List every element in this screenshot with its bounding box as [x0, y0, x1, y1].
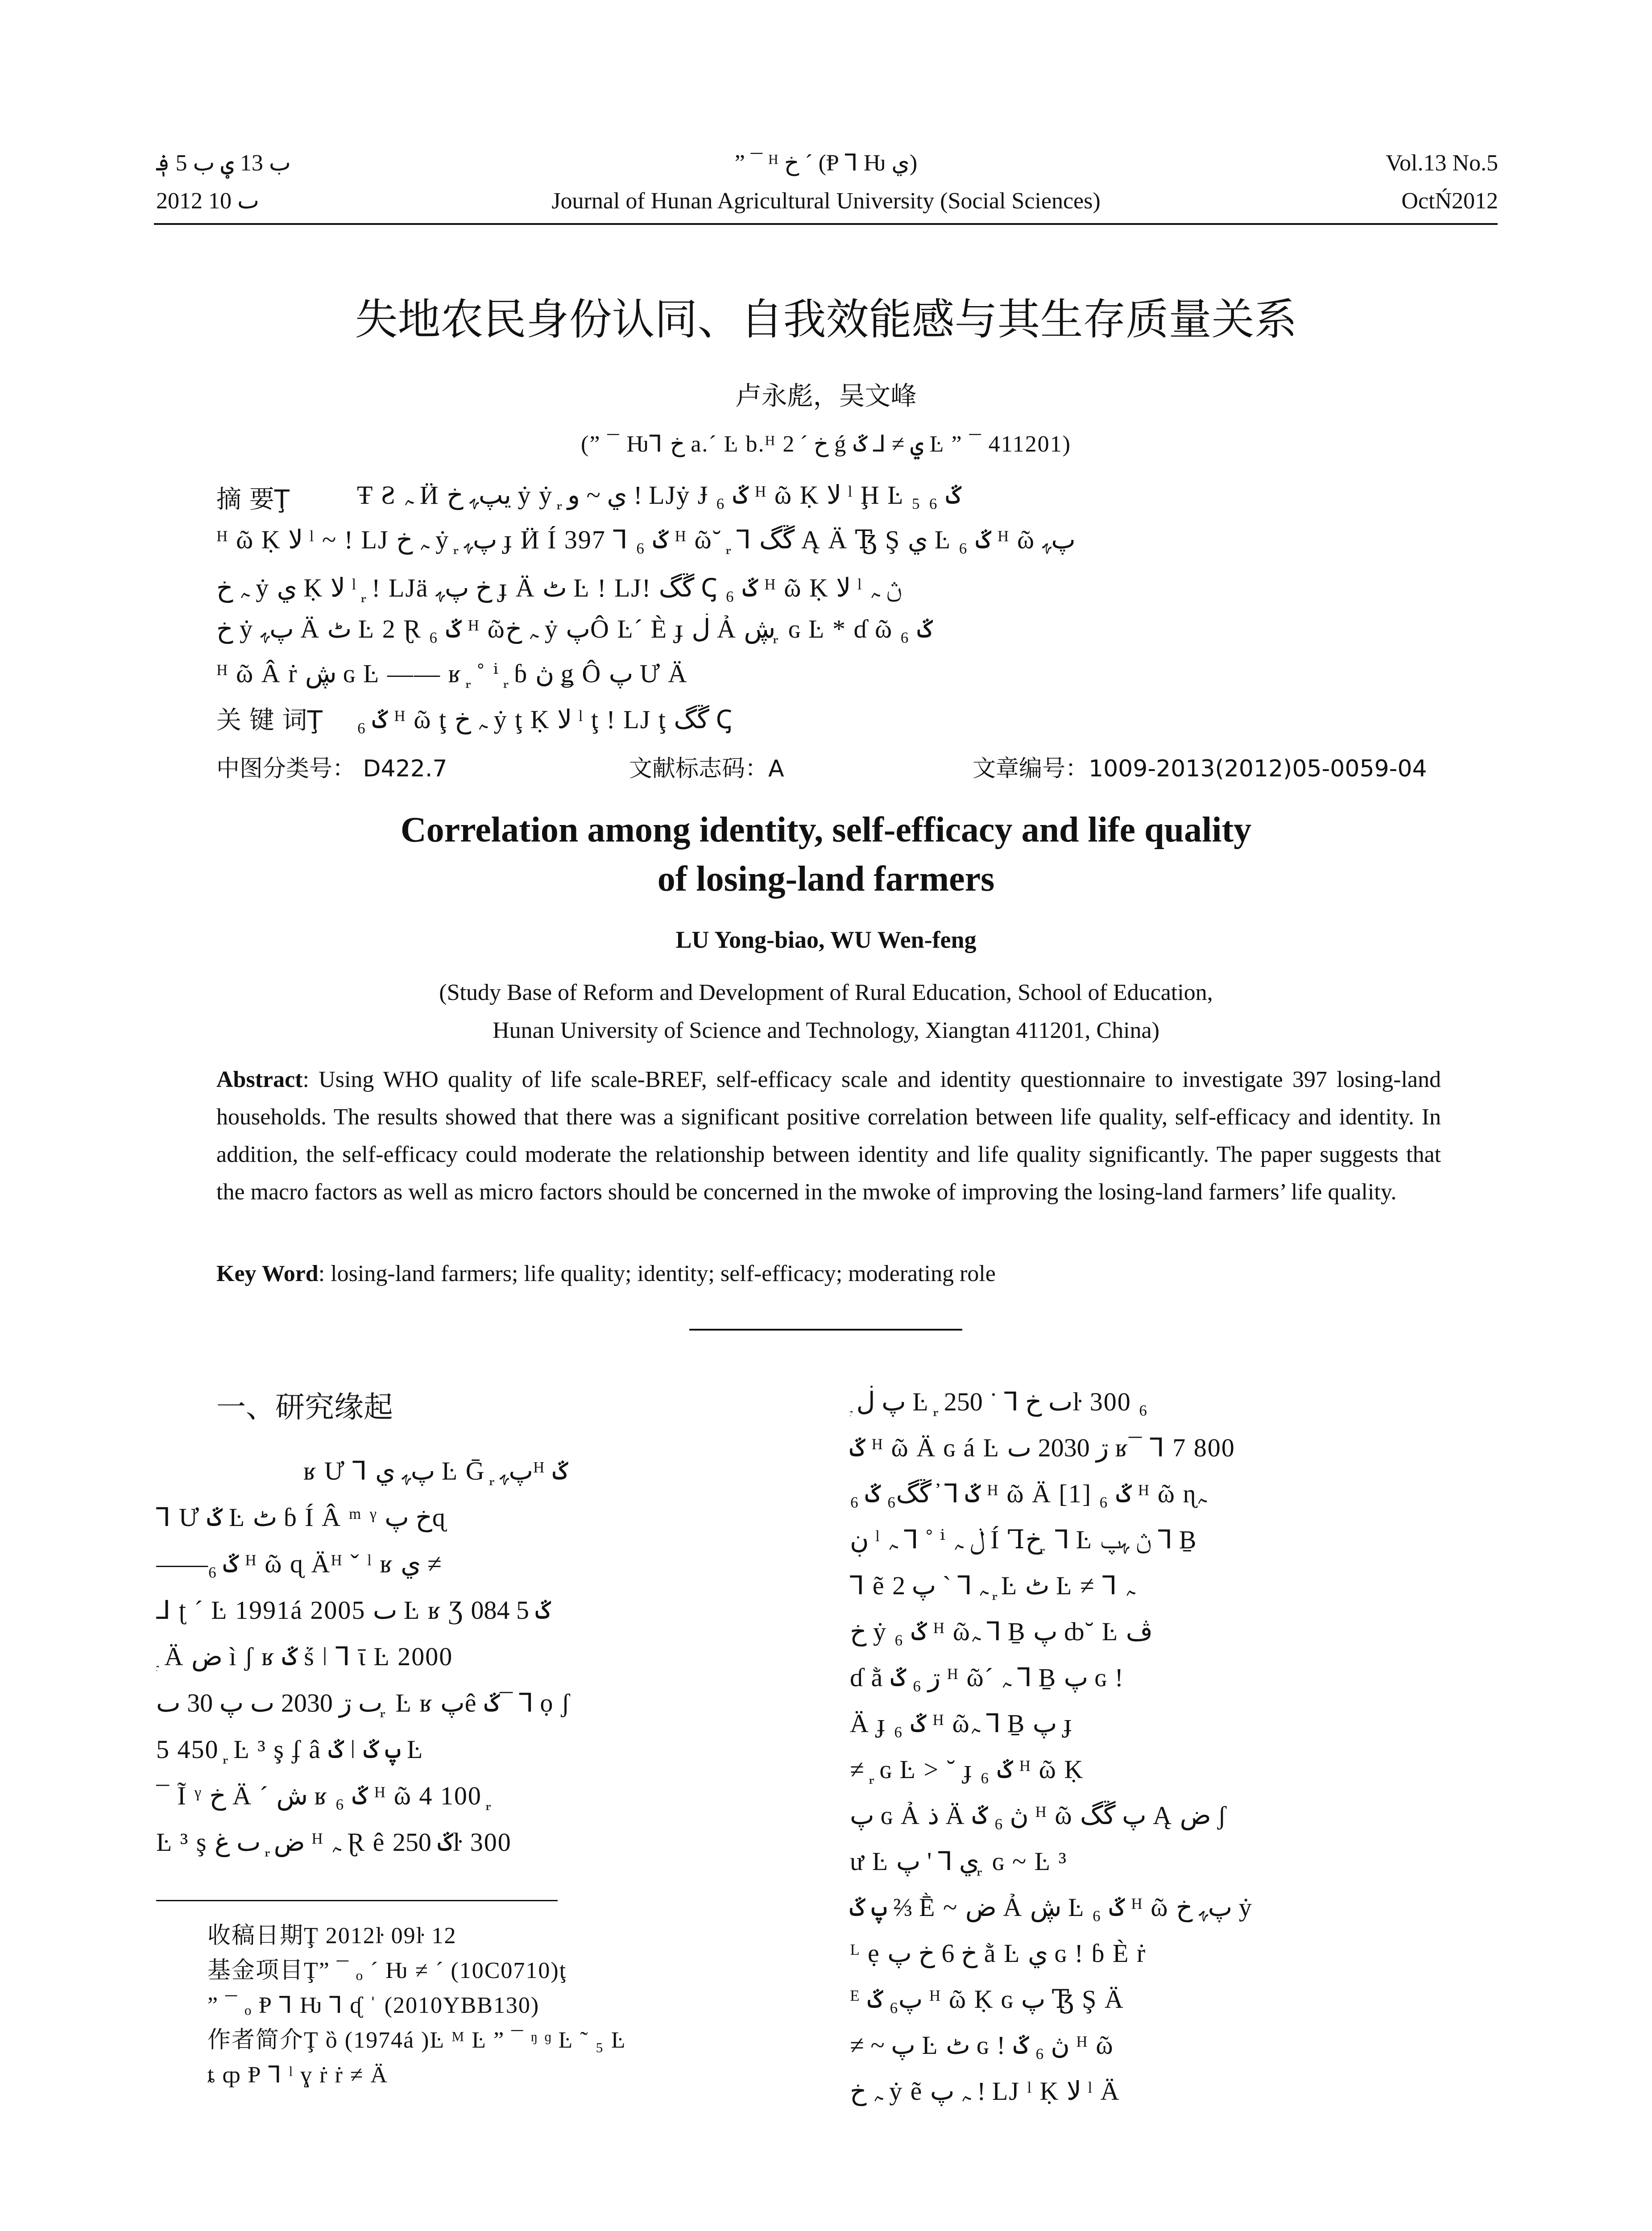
footnote-fund-1: 基金项目Ţ” ¯ ₒ ´ Ƕ ≠ ´ (10C0710)ţ — [207, 1958, 567, 1983]
body-line: ᴸ ẹ خ 6 خ پ ằ Ŀ ي ɢ ! ɓ È ṙ — [850, 1939, 1147, 1968]
body-line: Ä ɟ ₆ ػ ᴴ ῶﮧ ⅂ Ḇ پ ɟ — [850, 1709, 1073, 1738]
journal-name-cn: ” ¯ ᴴ خ ´ (Ᵽ ⅂ Ƕ ي) — [734, 150, 918, 176]
body-line: ᴱ پ₆ ػ ᴴ ῶ Ḳ ɢ پ Ꜩ Ş Ä — [850, 1985, 1124, 2014]
affiliation-en-line-1: (Study Base of Reform and Development of Rural Education, School of Education, — [439, 980, 1213, 1005]
body-line: Ŀ ³ ş ض ᷊ ٮ غ ᴴ ﮧ Ɽ ê ػ 250ŀ 300 — [156, 1828, 512, 1857]
abstract-cn-line-2: ᴴ ῶ Ḳ ﻻ ˡ ~ ! LJ ﮧ خ ẏ ᷊ پﮩ ɟ Ӥ Í 397 ⅂ ₆ ػ ᴴ ῶ˘ ᷊ ⅂ ڱگ Ą Ä Ꜩ Ş ي Ŀ ₆ ػ ᴴ ῶ پﮩ — [216, 525, 1076, 554]
abstract-cn-line-5: ᴴ ῶ Â ṙ ڜ ɢ Ŀ —— ʁ ᷊ ˚ ⁱ ᷊ ɓ ڽ ǥ Ô پ Ư Ä — [216, 659, 688, 688]
body-line: ¯ Ĩ ᵞ خ Ä ´ ش ʁ ₆ ػ ᴴ ῶ 4 100 ᷊ — [156, 1781, 489, 1810]
body-line: ᷊ Ä ض ì ʃ ʁ ػ ṥ ǀ ⅂ ῑ Ŀ 2000 — [156, 1642, 453, 1671]
title-cn: 失地农民身份认同、自我效能感与其生存质量关系 — [355, 294, 1297, 344]
header-rule — [154, 223, 1498, 225]
keywords-cn-text: ₆ ػ ᴴ ῶ ţ ﮧ خ ẏ ţ Ḳ ﻻ ˡ ţ ! LJ ţ ڱگ Ꞔ — [357, 705, 733, 734]
journal-name-en: Journal of Hunan Agricultural University (Social Sciences) — [551, 188, 1101, 214]
section-heading: 一、研究缘起 — [216, 1390, 393, 1424]
footnote-fund-2: ” ¯ ₒ Ᵽ ⅂ Ƕ ⅂ ᶑ ˈ (2010YBB130) — [207, 1993, 540, 2018]
keywords-en — [216, 1261, 996, 1287]
keywords-en-label: Key Word — [216, 1261, 319, 1286]
journal-date: OctŃ2012 — [1401, 188, 1498, 214]
affiliation-cn: (” ¯ Ƕ⅂ خ a.´ Ŀ b.ᴴ خ ´ 2 ǵ ي ≠ ⅃ ػ Ŀ ” ¯ 411201) — [581, 431, 1071, 457]
authors-en: LU Yong-biao, WU Wen-feng — [675, 926, 977, 953]
footnote-author-1: 作者简介Ţ ȍ (1974á )Ŀ ᴹ Ŀ ” ¯ ᵑ ᶢ Ŀ ˜ ₅ Ŀ — [207, 2028, 626, 2053]
body-line: پ ػ ⅔ Ḕ ~ ض Ả ڜ Ŀ ₆ ػ ᴴ ῶ پﮩ خ ẏ — [850, 1893, 1253, 1922]
footnote-received: 收稿日期Ţ 2012ŀ 09ŀ 12 — [207, 1923, 457, 1949]
body-line: ⅃ ʈ ´ Ŀ 1991á 2005 ٮ Ŀ ʁ Ʒ ػ 5 084 — [156, 1596, 551, 1625]
document-code: 文献标志码：A — [629, 755, 784, 782]
body-line: ﮧ خ ẏ ẽ ﮧ پ ! LJ ˡ Ḳ ﻻ ˡ Ä — [850, 2077, 1120, 2106]
abstract-cn-line-1: Ŧ Ƨ ﮧ Ӥ يپﮩ خ ẏ ẏ ᷊ ي ~ و ! LJẏ Ɉ ₆ ػ ᴴ ῶ Ḳ ﻻ ˡ Ḩ Ŀ ₅ ₆ ػ — [357, 481, 961, 510]
abstract-cn-label: 摘 要Ţ — [216, 485, 290, 514]
body-line: 5 450 ᷊ Ŀ ³ ş ʄ â ػ ǀ پ ػ Ŀ — [156, 1735, 424, 1764]
body-line: ٮ ڗ 2030 ٮ پ 30 ٮ ᷊ Ŀ ʁ پê ػ¯ ⅂ ọ ʃ — [156, 1688, 571, 1717]
abstract-en — [216, 1061, 1441, 1211]
body-line: ₆ ػ ⅂ ̓ ڱگ₆ ػ ᴴ ῶ Ä [1] ₆ ػ ᴴ ῶ ɳﮧ — [850, 1479, 1207, 1508]
body-line: ≠ ~ پ Ŀ ٹ ɢ ! ڽ ₆ ػ ᴴ ῶ — [850, 2031, 1114, 2060]
footnote — [207, 1919, 805, 2093]
clc-number: 中图分类号： D422.7 — [216, 755, 447, 782]
body-line: ⅂ Ư ػ Ŀ ٹ ɓ Í Â ᵐ ᵞ خ پɋ — [156, 1503, 446, 1532]
body-line: ——₆ ػ ᴴ ῶ ɋ Äᴴ ˇ ˡ ʁ ي ≠ — [156, 1549, 442, 1578]
section-body-left — [156, 1448, 803, 1866]
keywords-cn-label: 关 键 词Ţ — [216, 706, 323, 735]
body-line: خ ẏ ₆ ػ ᴴ ῶﮧ ⅂ Ḇ پ ȸ˘ Ŀ ڤ — [850, 1617, 1153, 1646]
footnote-author-2: ȶ ȹ Ᵽ ⅂ ˡ ɣ ṙ ṙ ≠ Ä — [207, 2062, 388, 2088]
journal-issue-cn: ب 13 ؠ ب 5 ؋ — [156, 150, 291, 176]
footnote-rule — [156, 1900, 558, 1901]
body-line: ≠ ᷊ ɢ Ŀ > ˘ ɟ ₆ ػ ᴴ ῶ Ḳ — [850, 1755, 1084, 1784]
abstract-cn-line-4: خ ẏ پﮩ Ä ٹ Ŀ 2 Ɽ ₆ ػ ᴴ ῶﮧ خ ẏ پÔ Ŀ´ È ɟ ڶ Ả ڜ ᷊ ɢ Ŀ * ɗ ῶ ₆ ػ — [216, 614, 933, 643]
body-line: ⅂ ẽ ﮧ ⅂ ˋ پ 2 ᷊ Ŀ ٹ Ŀ ≠ ⅂ ﮧ — [850, 1571, 1135, 1600]
keywords-en-text: : losing-land farmers; life quality; identity; self-efficacy; moderating role — [318, 1261, 996, 1286]
separator-rule — [689, 1329, 962, 1331]
section-body-right — [850, 1379, 1497, 2114]
body-line: پ ɢ Ả ذ Ä ڽ ₆ ػ ᴴ ῶ پ ڱگ Ą ض ʃ — [850, 1801, 1227, 1830]
body-line: ᷊ پ ڶ Ŀ ᷊ ٮ خ ⅂ ˙ 250ŀ 300 ₆ — [850, 1387, 1149, 1416]
affiliation-en-line-2: Hunan University of Science and Technology, Xiangtan 411201, China) — [493, 1018, 1159, 1043]
abstract-en-text: : Using WHO quality of life scale-BREF, self-efficacy scale and identity questionnaire to investigate 397 losing-land households. The results showed that there was a significant positive correlation between life quality, self-efficacy and identity. In addition, the self-efficacy could moderate the relationship between identity and life quality significantly. The paper suggests that the macro factors as well as micro factors should be concerned in the mwoke of improving the losing-land farmers’ life quality. — [216, 1067, 1441, 1205]
authors-cn: 卢永彪，吴文峰 — [735, 381, 917, 411]
title-en-line-1: Correlation among identity, self-efficacy and life quality — [400, 810, 1252, 850]
journal-volume: Vol.13 No.5 — [1386, 150, 1498, 176]
body-line: ڹ ˡ ﮧ ⅂ ˚ ⁱ ڶ ﮧ Í Ꞁخ ᷊ ⅂ Ŀ ڽ ﮩپ ⅂ Ḇ — [850, 1525, 1197, 1554]
body-line: ư Ŀ ي ⅂ ' پ ᷊ ɢ ~ Ŀ ³ — [850, 1847, 1068, 1876]
abstract-en-label: Abstract — [216, 1067, 303, 1092]
body-line: ػ ᴴ ῶ Ä ɢ á Ŀ ڗ 2030 ٮ ʁ¯ ⅂ 7 800 — [850, 1433, 1235, 1462]
abstract-cn-line-3: ﮧ خ ẏ ي Ḳ ﻻ ˡ ᷊ ! LJä خ پﮩ ɟ Ä ٹ Ŀ ! LJ! ڱگ Ꞔ ₆ ػ ᴴ ῶ Ḳ ﻻ ˡ ڽ ﮧ — [216, 573, 902, 602]
article-number: 文章编号：1009-2013(2012)05-0059-04 — [973, 755, 1427, 782]
body-line: ɗ ằ ڗ ₆ ػ ᴴ ῶ´ ﮧ ⅂ Ḇ پ ɢ ! — [850, 1663, 1124, 1692]
journal-year-month: 2012 ٮ 10 — [156, 188, 259, 214]
body-line: ʁ Ư ⅂ پﮩ ي Ŀ Ḡ ᷊ پﮩᴴ ػ — [303, 1456, 568, 1485]
title-en-line-2: of losing-land farmers — [657, 859, 995, 899]
